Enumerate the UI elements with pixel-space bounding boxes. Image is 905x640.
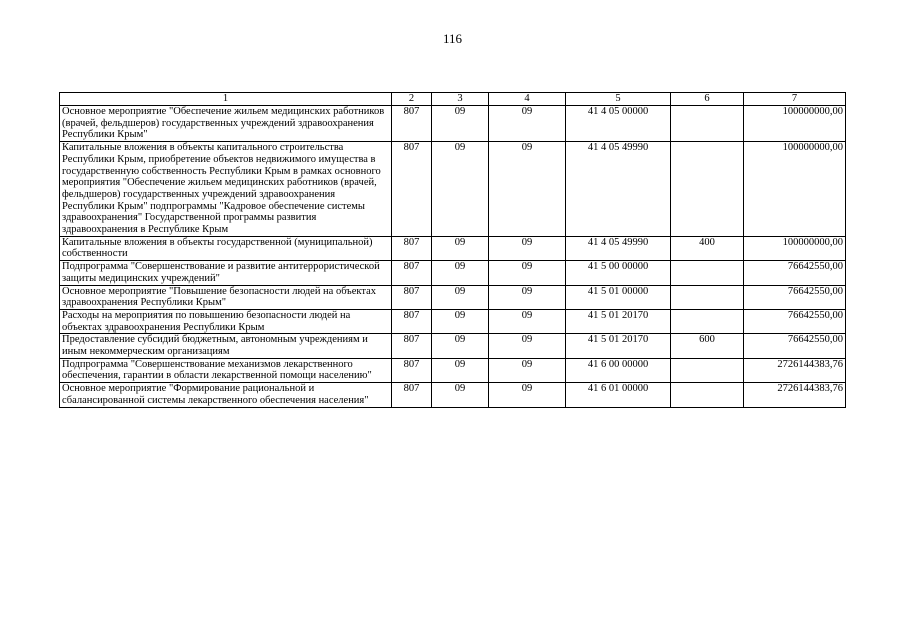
amount: 100000000,00	[744, 142, 846, 237]
expense-type-code	[671, 358, 744, 382]
expense-type-code	[671, 106, 744, 142]
expense-type-code	[671, 383, 744, 407]
ministry-code: 807	[392, 261, 432, 285]
target-article-code: 41 5 01 20170	[566, 309, 671, 333]
subsection-code: 09	[489, 334, 566, 358]
table-row	[60, 285, 846, 309]
target-article-code: 41 5 01 20170	[566, 334, 671, 358]
ministry-code: 807	[392, 285, 432, 309]
ministry-code: 807	[392, 358, 432, 382]
item-name: Расходы на мероприятия по повышению безопасности людей на объектах здравоохранения Республики Крым	[60, 309, 392, 333]
amount: 2726144383,76	[744, 383, 846, 407]
section-code: 09	[432, 309, 489, 333]
item-name: Капитальные вложения в объекты капитального строительства Республики Крым, приобретение объектов недвижимого имущества в государственную собственность Республики Крым в рамках основного мероприятия "Обеспечение жильем медицинских работников (врачей, фельдшеров) государственных учреждений здравоохранения Республики Крым" подпрограммы "Кадровое обеспечение системы здравоохранения" Государственной программы развития здравоохранения в Республике Крым	[60, 142, 392, 237]
section-code: 09	[432, 334, 489, 358]
target-article-code: 41 4 05 00000	[566, 106, 671, 142]
target-article-code: 41 4 05 49990	[566, 142, 671, 237]
target-article-code: 41 6 01 00000	[566, 383, 671, 407]
item-name: Основное мероприятие "Обеспечение жильем медицинских работников (врачей, фельдшеров) государственных учреждений здравоохранения Республики Крым"	[60, 106, 392, 142]
section-code: 09	[432, 285, 489, 309]
section-code: 09	[432, 142, 489, 237]
subsection-code: 09	[489, 142, 566, 237]
table-row	[60, 142, 846, 237]
amount: 100000000,00	[744, 236, 846, 260]
item-name: Предоставление субсидий бюджетным, автономным учреждениям и иным некоммерческим организациям	[60, 334, 392, 358]
table-row	[60, 106, 846, 142]
target-article-code: 41 4 05 49990	[566, 236, 671, 260]
target-article-code: 41 6 00 00000	[566, 358, 671, 382]
header-cell: 1	[60, 93, 392, 106]
amount: 76642550,00	[744, 285, 846, 309]
amount: 76642550,00	[744, 334, 846, 358]
amount: 76642550,00	[744, 261, 846, 285]
subsection-code: 09	[489, 383, 566, 407]
expense-type-code	[671, 285, 744, 309]
table-row	[60, 261, 846, 285]
page-number: 116	[442, 31, 463, 46]
section-code: 09	[432, 261, 489, 285]
section-code: 09	[432, 383, 489, 407]
amount: 76642550,00	[744, 309, 846, 333]
subsection-code: 09	[489, 106, 566, 142]
table-row	[60, 383, 846, 407]
expense-type-code	[671, 309, 744, 333]
subsection-code: 09	[489, 285, 566, 309]
item-name: Основное мероприятие "Повышение безопасности людей на объектах здравоохранения Республики Крым"	[60, 285, 392, 309]
ministry-code: 807	[392, 236, 432, 260]
expense-type-code	[671, 142, 744, 237]
target-article-code: 41 5 01 00000	[566, 285, 671, 309]
header-row	[60, 93, 846, 106]
amount: 2726144383,76	[744, 358, 846, 382]
header-cell: 3	[432, 93, 489, 106]
subsection-code: 09	[489, 309, 566, 333]
item-name: Подпрограмма "Совершенствование и развитие антитеррористической защиты медицинских учреждений"	[60, 261, 392, 285]
ministry-code: 807	[392, 383, 432, 407]
expense-type-code: 600	[671, 334, 744, 358]
header-cell: 7	[744, 93, 846, 106]
section-code: 09	[432, 236, 489, 260]
item-name: Капитальные вложения в объекты государственной (муниципальной) собственности	[60, 236, 392, 260]
ministry-code: 807	[392, 106, 432, 142]
table-row	[60, 358, 846, 382]
subsection-code: 09	[489, 236, 566, 260]
section-code: 09	[432, 358, 489, 382]
item-name: Подпрограмма "Совершенствование механизмов лекарственного обеспечения, гарантии в области лекарственной помощи населению"	[60, 358, 392, 382]
item-name: Основное мероприятие "Формирование рациональной и сбалансированной системы лекарственного обеспечения населения"	[60, 383, 392, 407]
subsection-code: 09	[489, 261, 566, 285]
header-cell: 4	[489, 93, 566, 106]
table-row	[60, 334, 846, 358]
ministry-code: 807	[392, 142, 432, 237]
ministry-code: 807	[392, 309, 432, 333]
header-cell: 2	[392, 93, 432, 106]
budget-table	[59, 92, 846, 408]
target-article-code: 41 5 00 00000	[566, 261, 671, 285]
header-cell: 6	[671, 93, 744, 106]
amount: 100000000,00	[744, 106, 846, 142]
table-row	[60, 236, 846, 260]
ministry-code: 807	[392, 334, 432, 358]
table-row	[60, 309, 846, 333]
subsection-code: 09	[489, 358, 566, 382]
section-code: 09	[432, 106, 489, 142]
expense-type-code	[671, 261, 744, 285]
expense-type-code: 400	[671, 236, 744, 260]
header-cell: 5	[566, 93, 671, 106]
